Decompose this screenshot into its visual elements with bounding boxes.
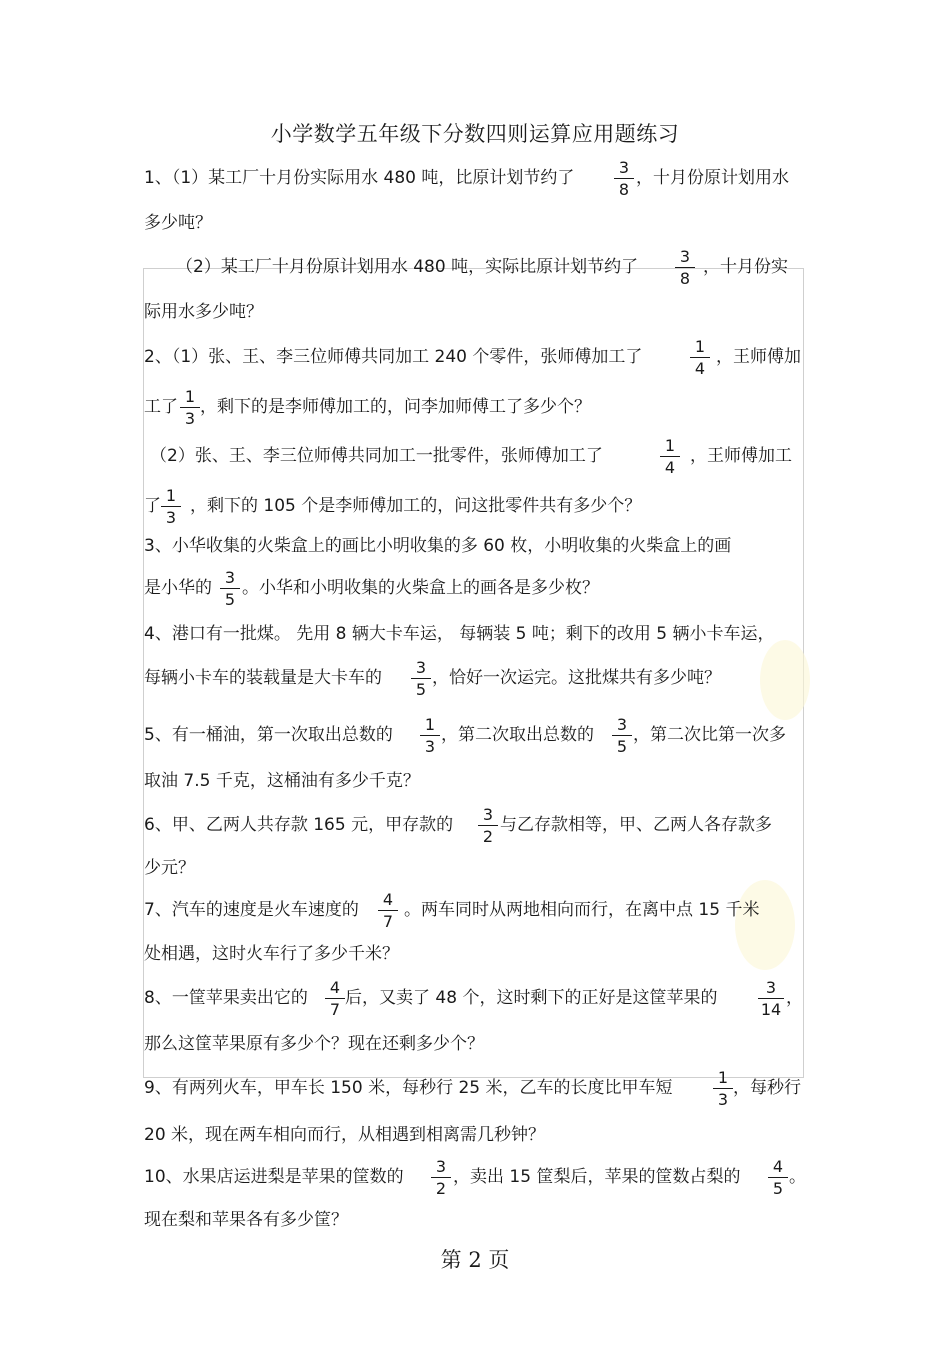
problem-text: 工了 [144,397,178,417]
problem-text: 1、（1）某工厂十月份实际用水 480 吨，比原计划节约了 [144,168,575,188]
problem-text: 2、（1）张、王、李三位师傅共同加工 240 个零件，张师傅加工了 [144,347,643,367]
fraction: $\frac{1}{3}$ [180,389,200,427]
problem-text: 。小华和小明收集的火柴盒上的画各是多少枚？ [242,578,599,598]
paper-stain [735,880,795,970]
page-number: 第 2 页 [440,1248,510,1272]
problem-text: ，第二次取出总数的 [441,725,594,745]
problem-text: 8、一筐苹果卖出它的 [144,988,308,1008]
problem-text: 4、港口有一批煤。 先用 8 辆大卡车运， 每辆装 5 吨；剩下的改用 5 辆小卡车运， [144,624,775,644]
problem-text: 。 [789,1167,806,1187]
fraction: $\frac{3}{8}$ [675,249,695,287]
problem-text: ，十月份原计划用水 [636,168,789,188]
fraction: $\frac{4}{5}$ [768,1159,788,1197]
fraction: $\frac{4}{7}$ [378,892,398,930]
fraction: $\frac{3}{8}$ [614,160,634,198]
problem-text: 了 [144,496,161,516]
problem-text: 10、水果店运进梨是苹果的筐数的 [144,1167,404,1187]
problem-text: ，每秒行 [733,1078,801,1098]
problem-text: ， [786,988,803,1008]
paper-stain [760,640,810,720]
page-title: 小学数学五年级下分数四则运算应用题练习 [270,122,680,146]
problem-text: 6、甲、乙两人共存款 165 元，甲存款的 [144,815,454,835]
problem-text: 后，又卖了 48 个，这时剩下的正好是这筐苹果的 [345,988,718,1008]
problem-text: ，剩下的是李师傅加工的，问李加师傅工了多少个？ [200,397,591,417]
fraction: $\frac{1}{4}$ [660,438,680,476]
fraction: $\frac{1}{4}$ [690,339,710,377]
fraction: $\frac{3}{14}$ [758,980,784,1018]
problem-text: （2）某工厂十月份原计划用水 480 吨，实际比原计划节约了 [176,257,639,277]
fraction: $\frac{3}{2}$ [478,807,498,845]
problem-text: 取油 7.5 千克，这桶油有多少千克？ [144,771,420,791]
fraction: $\frac{3}{5}$ [411,660,431,698]
problem-text: 。两车同时从两地相向而行，在离中点 15 千米 [404,900,760,920]
problem-text: 那么这筐苹果原有多少个？现在还剩多少个？ [144,1034,484,1054]
problem-text: 3、小华收集的火柴盒上的画比小明收集的多 60 枚，小明收集的火柴盒上的画 [144,536,732,556]
problem-text: 5、有一桶油，第一次取出总数的 [144,725,393,745]
problem-text: 20 米，现在两车相向而行，从相遇到相离需几秒钟？ [144,1125,546,1145]
problem-text: 7、汽车的速度是火车速度的 [144,900,359,920]
fraction: $\frac{1}{3}$ [713,1070,733,1108]
problem-text: 是小华的 [144,578,212,598]
problem-text: 处相遇，这时火车行了多少千米？ [144,944,399,964]
problem-text: 每辆小卡车的装载量是大卡车的 [144,668,382,688]
fraction: $\frac{3}{2}$ [431,1159,451,1197]
problem-text: ，王师傅加 [716,347,801,367]
fraction: $\frac{1}{3}$ [161,488,181,526]
problem-text: （2）张、王、李三位师傅共同加工一批零件，张师傅加工了 [150,446,603,466]
fraction: $\frac{3}{5}$ [612,717,632,755]
fraction: $\frac{3}{5}$ [220,570,240,608]
problem-text: 多少吨？ [144,213,212,233]
fraction: $\frac{1}{3}$ [420,717,440,755]
fraction: $\frac{4}{7}$ [325,980,345,1018]
problem-text: 9、有两列火车，甲车长 150 米，每秒行 25 米，乙车的长度比甲车短 [144,1078,673,1098]
problem-text: ，第二次比第一次多 [633,725,786,745]
problem-text: 际用水多少吨？ [144,302,263,322]
problem-text: 与乙存款相等，甲、乙两人各存款多 [500,815,772,835]
problem-text: ，恰好一次运完。这批煤共有多少吨？ [432,668,721,688]
problem-text: ，卖出 15 筐梨后，苹果的筐数占梨的 [453,1167,741,1187]
problem-text: ，剩下的 105 个是李师傅加工的，问这批零件共有多少个？ [190,496,642,516]
problem-text: ，十月份实 [703,257,788,277]
problem-text: 少元？ [144,858,195,878]
problem-text: ，王师傅加工 [690,446,792,466]
problem-text: 现在梨和苹果各有多少筐？ [144,1210,348,1230]
